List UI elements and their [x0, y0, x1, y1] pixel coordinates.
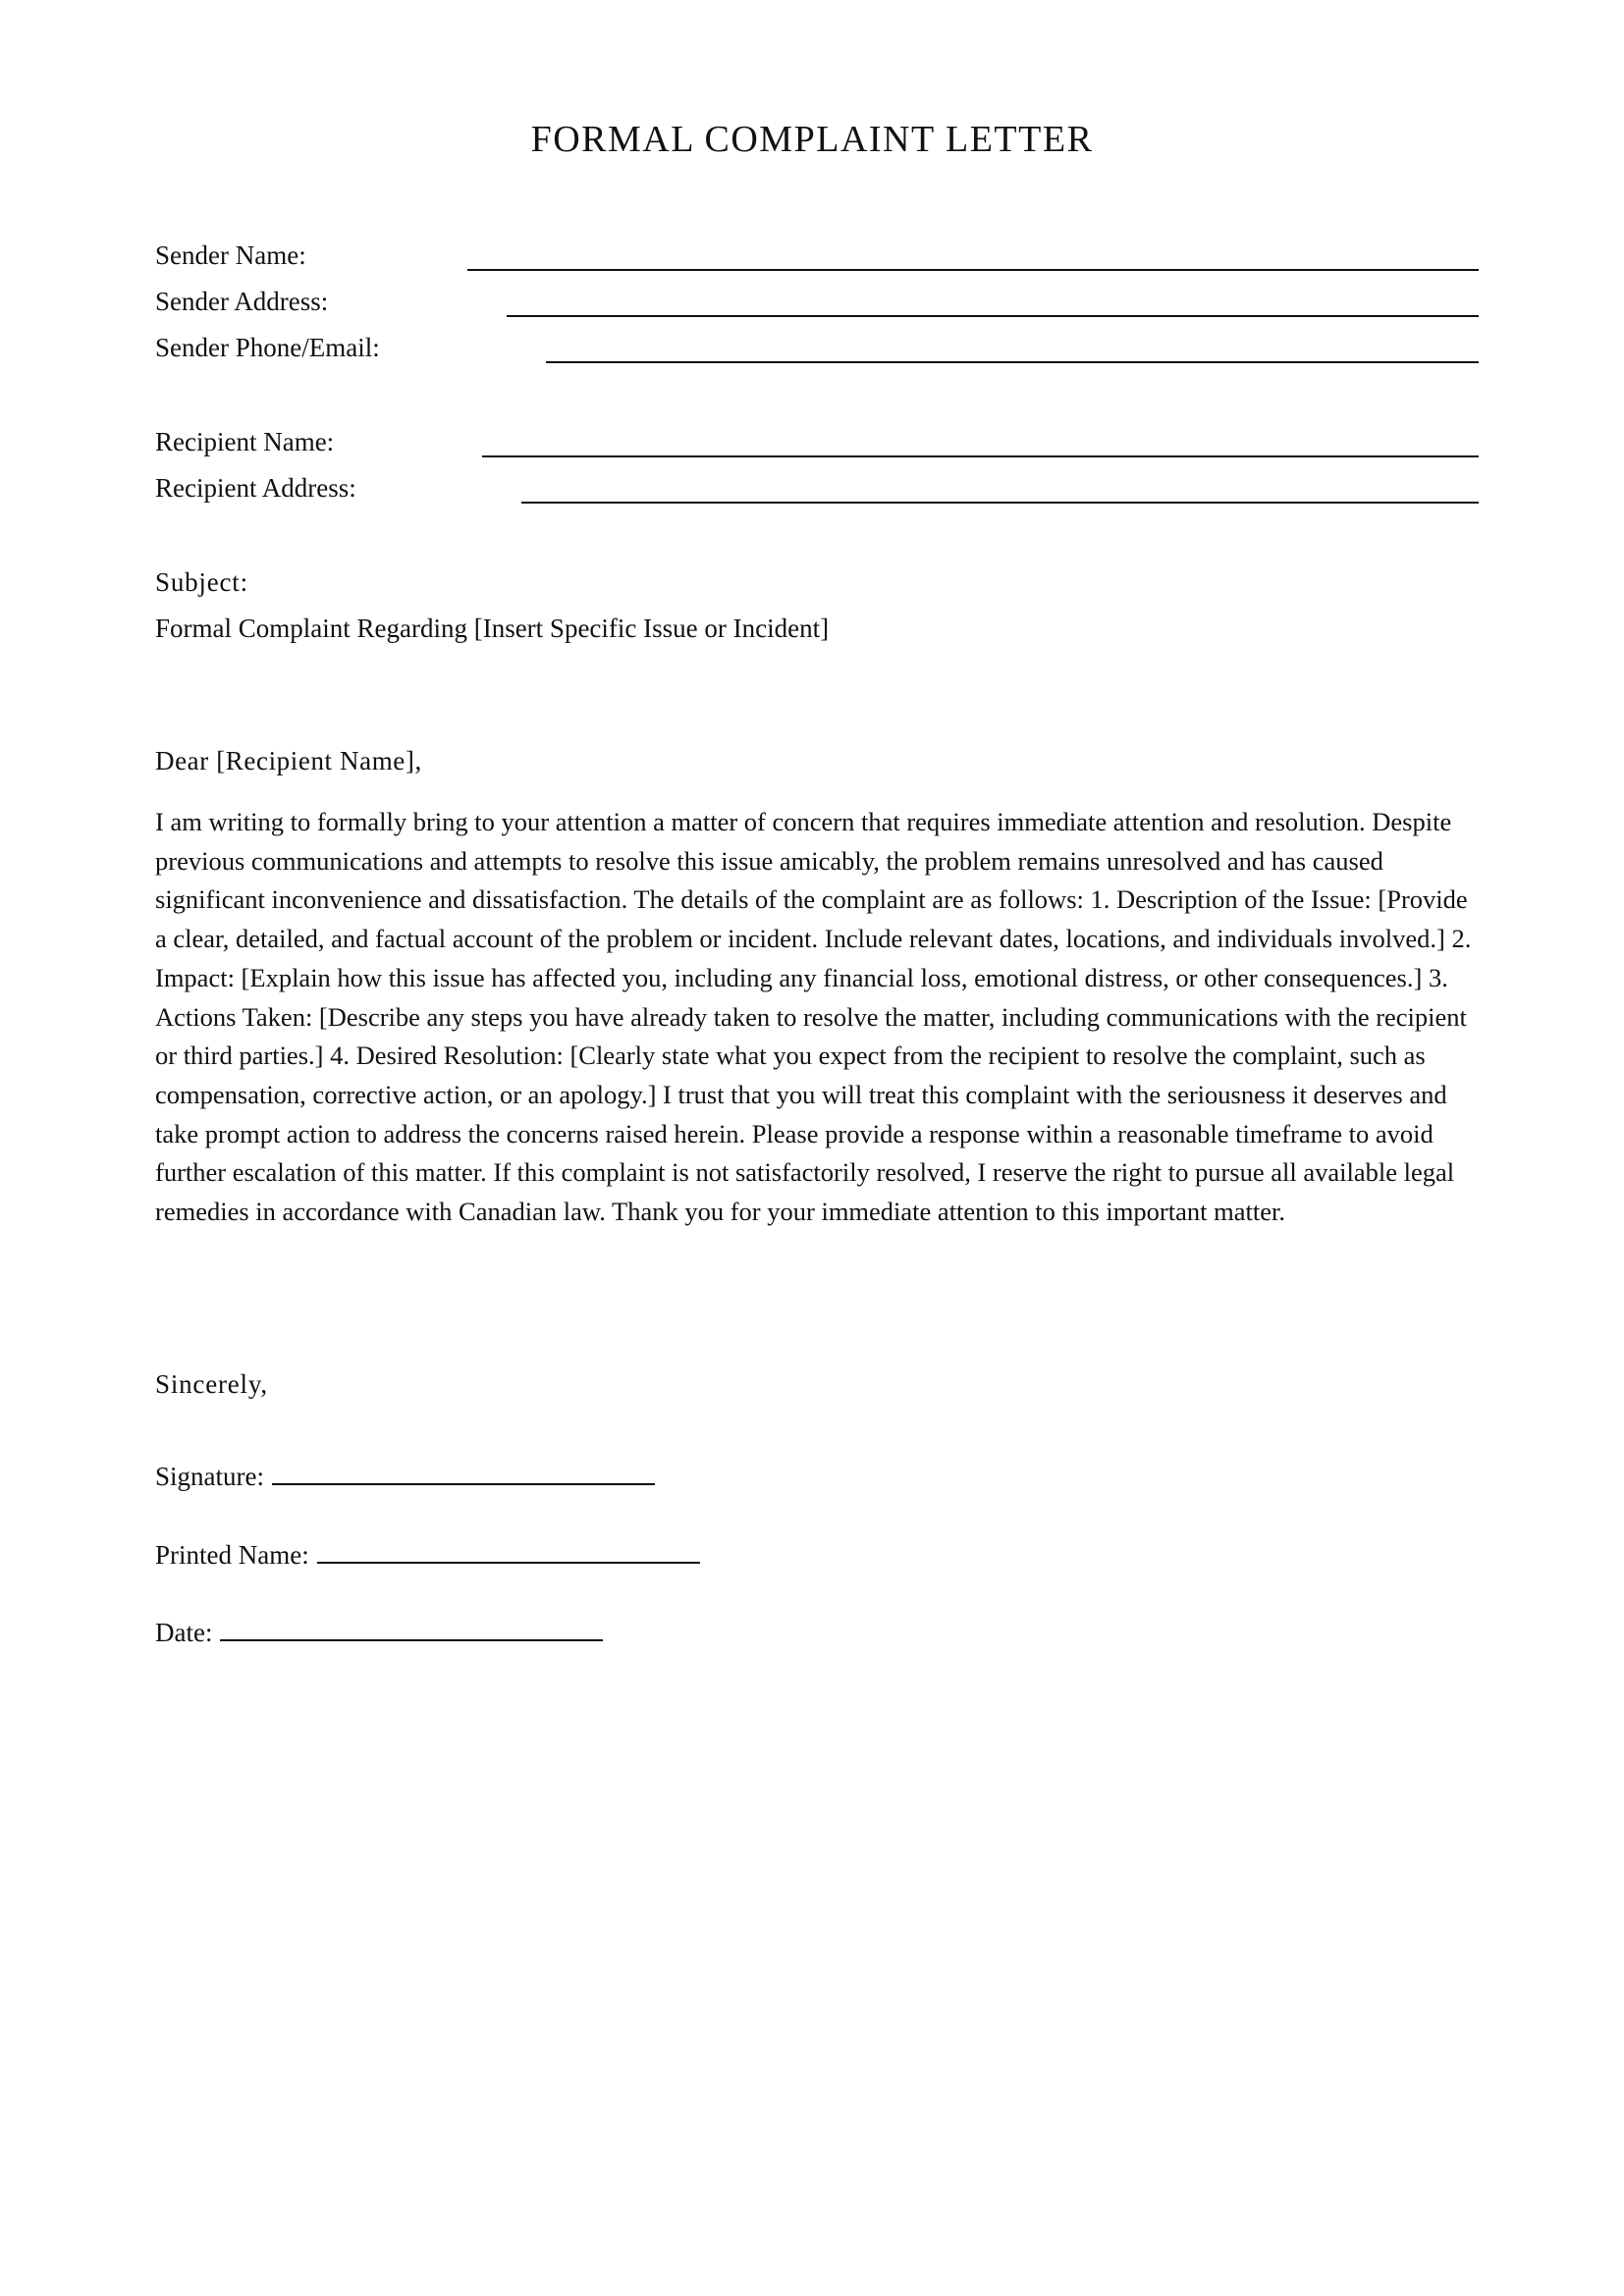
- recipient-name-label: Recipient Name:: [155, 427, 335, 456]
- letter-body: I am writing to formally bring to your attention a matter of concern that requires immediate attention and resolution. Despite previous communications and attempts to resolve this issue amicably, the problem remains unresolved and has caused significant inconvenience and dissatisfaction. The details of the complaint are as follows: 1. Description of the Issue: [Provide a clear, detailed, and factual account of the problem or incident. Include relevant dates, locations, and individuals involved.] 2. Impact: [Explain how this issue has affected you, including any financial loss, emotional distress, or other consequences.] 3. Actions Taken: [Describe any steps you have already taken to resolve the matter, including communications with the recipient or third parties.] 4. Desired Resolution: [Clearly state what you expect from the recipient to resolve the complaint, such as compensation, corrective action, or an apology.] I trust that you will treat this complaint with the seriousness it deserves and take prompt action to address the concerns raised herein. Please provide a response within a reasonable timeframe to avoid further escalation of this matter. If this complaint is not satisfactorily resolved, I reserve the right to pursue all available legal remedies in accordance with Canadian law. Thank you for your immediate attention to this important matter.: [155, 807, 1472, 1227]
- recipient-address-field: [155, 468, 1479, 507]
- subject-text: Formal Complaint Regarding [Insert Specific Issue or Incident]: [155, 614, 830, 643]
- closing: Sincerely,: [155, 1369, 268, 1399]
- date-line[interactable]: [220, 1639, 603, 1641]
- printed-name-line[interactable]: [317, 1562, 700, 1564]
- signature-label: Signature:: [155, 1462, 264, 1491]
- sender-name-label: Sender Name:: [155, 240, 306, 270]
- recipient-address-label: Recipient Address:: [155, 473, 356, 503]
- sender-address-label: Sender Address:: [155, 287, 329, 316]
- salutation: Dear [Recipient Name],: [155, 746, 422, 775]
- sender-contact-label: Sender Phone/Email:: [155, 333, 380, 362]
- sender-contact-line[interactable]: [546, 361, 1479, 363]
- sender-address-field: [155, 282, 1479, 321]
- sender-name-line[interactable]: [467, 269, 1479, 271]
- sender-contact-field: [155, 328, 1479, 367]
- signature-line[interactable]: [272, 1483, 655, 1485]
- subject-label: Subject:: [155, 567, 248, 597]
- document-title: FORMAL COMPLAINT LETTER: [530, 119, 1094, 160]
- recipient-name-line[interactable]: [482, 455, 1479, 457]
- recipient-name-field: [155, 422, 1479, 461]
- printed-name-label: Printed Name:: [155, 1540, 309, 1570]
- recipient-address-line[interactable]: [521, 502, 1479, 504]
- sender-name-field: [155, 236, 1479, 275]
- printed-name-row: [155, 1535, 700, 1575]
- sender-address-line[interactable]: [507, 315, 1479, 317]
- signature-row: [155, 1457, 655, 1496]
- date-label: Date:: [155, 1618, 213, 1647]
- date-row: [155, 1613, 603, 1652]
